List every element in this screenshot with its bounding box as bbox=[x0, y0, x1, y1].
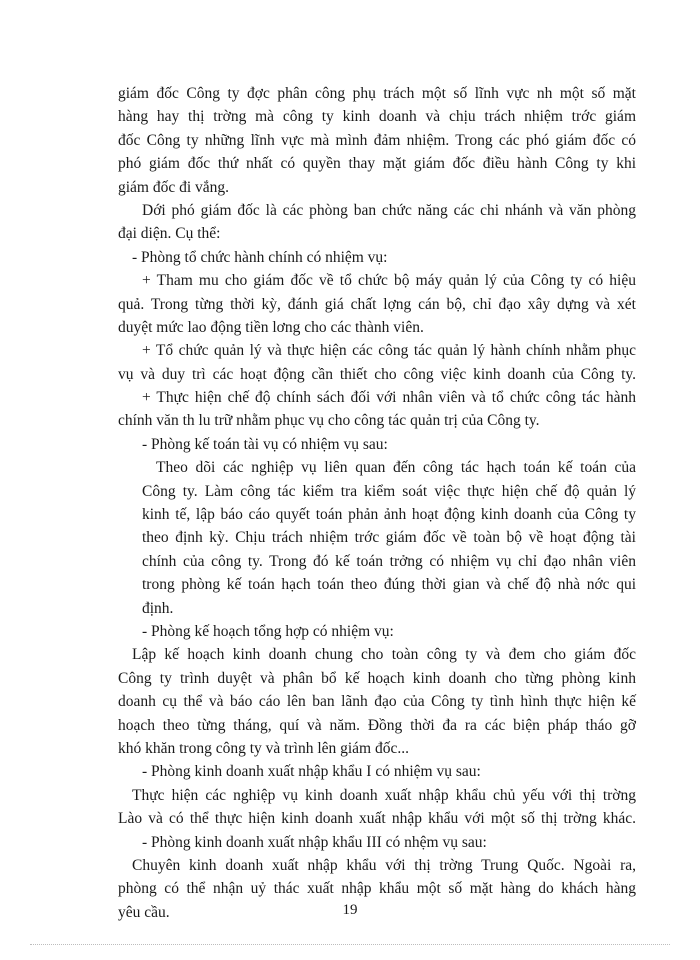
text-line: + Tổ chức quản lý và thực hiện các công tác quản lý hành chính nhằm phục bbox=[142, 342, 636, 360]
body-text bbox=[118, 82, 636, 924]
text-line: Lập kế hoạch kinh doanh chung cho toàn công ty và đem cho giám đốc bbox=[132, 646, 636, 664]
text-line: - Phòng kế hoạch tổng hợp có nhiệm vụ: bbox=[142, 622, 394, 640]
text-line: kinh tế, lập báo cáo quyết toán phản ảnh hoạt động kinh doanh của Công ty bbox=[142, 506, 636, 524]
text-line: khó khăn trong công ty và trình lên giám đốc... bbox=[118, 739, 409, 757]
text-line: Chuyên kinh doanh xuất nhập khẩu với thị trờng Trung Quốc. Ngoài ra, bbox=[132, 856, 636, 874]
text-line: giám đốc Công ty đợc phân công phụ trách một số lĩnh vực nh một số mặt bbox=[118, 85, 636, 102]
text-line: đốc Công ty những lĩnh vực mà mình đảm nhiệm. Trong các phó giám đốc có bbox=[118, 131, 636, 149]
text-line: Theo dõi các nghiệp vụ liên quan đến công tác hạch toán kế toán của bbox=[156, 459, 636, 477]
text-line: Dới phó giám đốc là các phòng ban chức năng các chi nhánh và văn phòng bbox=[142, 201, 636, 219]
text-line: đại diện. Cụ thể: bbox=[118, 225, 221, 243]
text-line: + Tham mu cho giám đốc về tổ chức bộ máy quản lý của Công ty có hiệu bbox=[142, 272, 636, 290]
text-line: chính văn th lu trữ nhằm phục vụ cho công tác quản trị của Công ty. bbox=[118, 412, 540, 430]
text-line: doanh cụ thể và báo cáo lên ban lãnh đạo của Công ty tình hình thực hiện kế bbox=[118, 693, 636, 711]
text-line: định. bbox=[142, 599, 174, 617]
text-line: + Thực hiện chế độ chính sách đối với nhân viên và tổ chức công tác hành bbox=[142, 389, 636, 407]
page-bottom-divider bbox=[30, 944, 670, 945]
text-line: Công ty. Làm công tác kiểm tra kiểm soát việc thực hiện chế độ quản lý bbox=[142, 482, 636, 500]
text-line: giám đốc đi vắng. bbox=[118, 178, 230, 196]
text-line: yêu cầu. bbox=[118, 903, 170, 921]
text-line: hoạch theo từng tháng, quí và năm. Đồng thời đa ra các biện pháp tháo gỡ bbox=[118, 716, 636, 734]
text-line: Lào và có thể thực hiện kinh doanh xuất nhập khẩu với một số thị trờng khác. bbox=[118, 810, 636, 828]
text-line: trong phòng kế toán hạch toán theo đúng thời gian và chế độ nhà nớc qui bbox=[142, 576, 636, 594]
text-line: theo định kỳ. Chịu trách nhiệm trớc giám đốc về toàn bộ về hoạt động tài bbox=[142, 529, 636, 547]
text-line: phòng có thể nhận uỷ thác xuất nhập khẩu một số mặt hàng do khách hàng bbox=[118, 880, 636, 898]
text-line: - Phòng tổ chức hành chính có nhiệm vụ: bbox=[132, 248, 388, 266]
text-line: duyệt mức lao động tiền lơng cho các thành viên. bbox=[118, 318, 424, 336]
text-line: - Phòng kinh doanh xuất nhập khẩu III có nhệm vụ sau: bbox=[142, 833, 487, 851]
text-line: Công ty trình duyệt và phân bổ kế hoạch kinh doanh cho từng phòng kinh bbox=[118, 669, 636, 687]
text-line: hàng hay thị trờng mà công ty kinh doanh và chịu trách nhiệm trớc giám bbox=[118, 108, 636, 126]
text-line: phó giám đốc thứ nhất có quyền thay mặt giám đốc điều hành Công ty khi bbox=[118, 155, 636, 173]
text-line: - Phòng kế toán tài vụ có nhiệm vụ sau: bbox=[142, 435, 388, 453]
page-number: 19 bbox=[342, 902, 358, 918]
text-line: Thực hiện các nghiệp vụ kinh doanh xuất nhập khẩu chủ yếu với thị trờng bbox=[132, 786, 636, 804]
text-line: vụ và duy trì các hoạt động cần thiết cho công việc kinh doanh của Công ty. bbox=[118, 365, 636, 383]
text-line: chính của công ty. Trong đó kế toán trởng có nhiệm vụ chỉ đạo nhân viên bbox=[142, 552, 636, 570]
text-line: - Phòng kinh doanh xuất nhập khẩu I có nhiệm vụ sau: bbox=[142, 763, 481, 781]
text-line: quả. Trong từng thời kỳ, đánh giá chất lợng cán bộ, chỉ đạo xây dựng và xét bbox=[118, 295, 636, 313]
